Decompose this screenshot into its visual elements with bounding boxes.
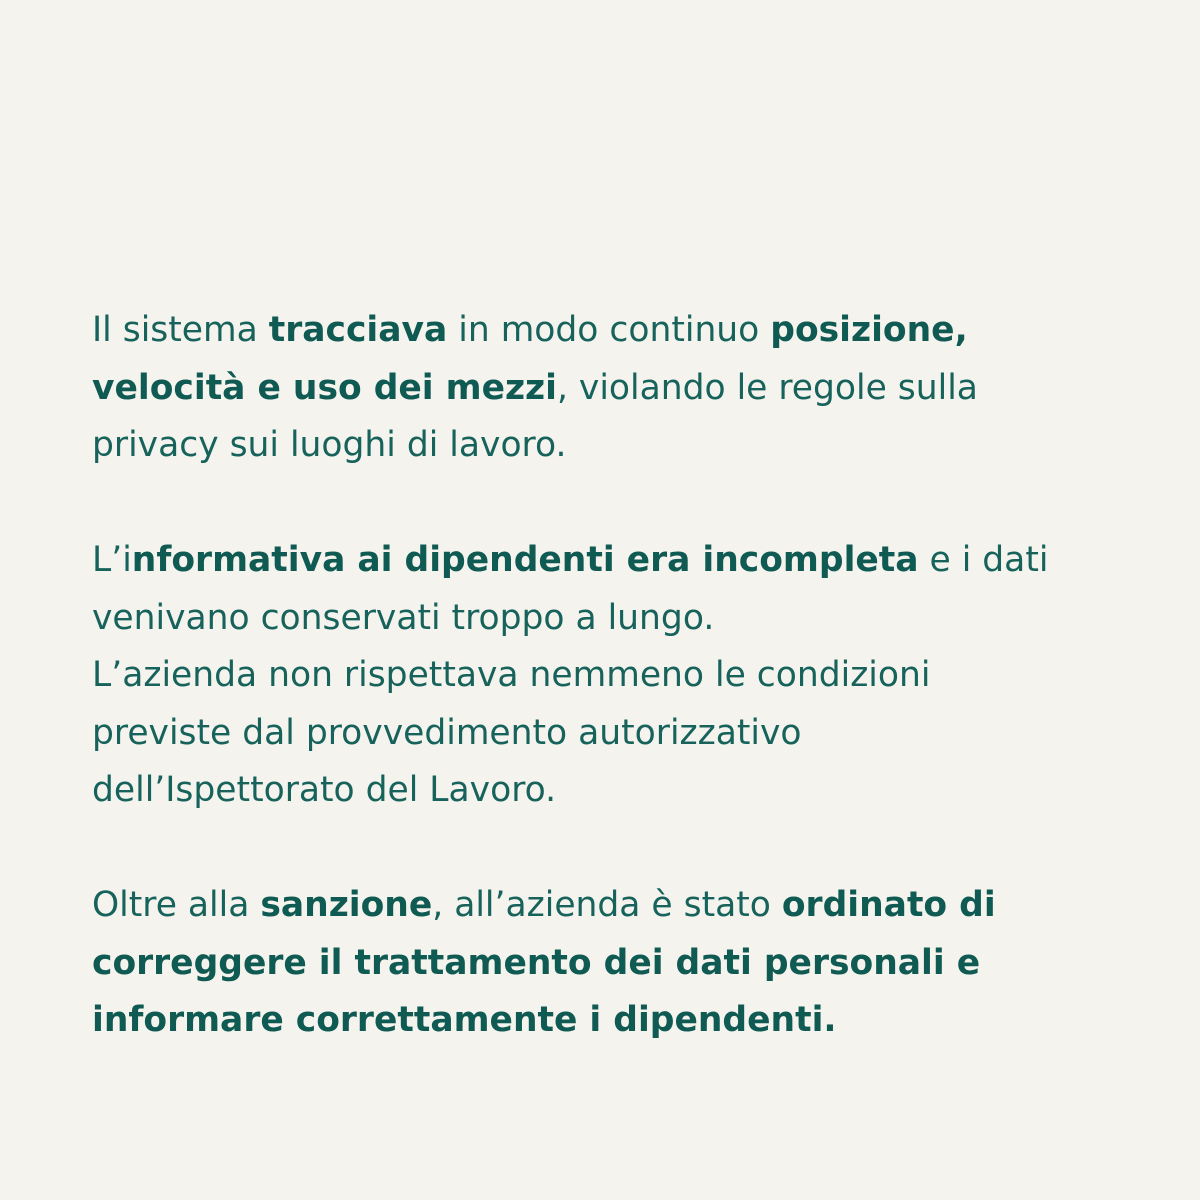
text-run: venivano conservati troppo a lungo.	[92, 597, 715, 638]
text-run: L’azienda non rispettava nemmeno le condizioni	[92, 655, 931, 695]
paragraph-sanction	[92, 877, 1122, 1050]
text-line	[92, 647, 1122, 705]
text-run: Il sistema	[92, 310, 269, 350]
text-run: Oltre alla	[92, 885, 261, 925]
text-line	[92, 302, 1122, 360]
text-line	[92, 762, 1122, 820]
text-run: L’i	[92, 540, 132, 580]
bold-text-run: correggere il trattamento dei dati personali e	[92, 942, 981, 983]
text-line	[92, 705, 1122, 763]
text-run: , all’azienda è stato	[432, 885, 782, 925]
body-text	[92, 302, 1122, 1050]
text-run: privacy sui luoghi di lavoro.	[92, 425, 567, 465]
text-run: e i dati	[918, 540, 1049, 580]
bold-text-run: sanzione	[260, 885, 433, 925]
bold-text-run: ordinato di	[781, 885, 996, 925]
text-run: in modo continuo	[447, 310, 771, 350]
text-run: dell’Ispettorato del Lavoro.	[92, 770, 557, 810]
text-line	[92, 935, 1122, 993]
text-line	[92, 992, 1122, 1050]
text-line	[92, 360, 1122, 418]
bold-text-run: tracciava	[268, 310, 448, 350]
text-run: , violando le regole sulla	[556, 367, 978, 408]
text-line	[92, 877, 1122, 935]
text-line	[92, 417, 1122, 475]
paragraph-tracking	[92, 302, 1122, 475]
text-run: previste dal provvedimento autorizzativo	[92, 712, 802, 753]
text-line	[92, 532, 1122, 590]
paragraph-information-notice	[92, 532, 1122, 820]
bold-text-run: informare correttamente i dipendenti.	[92, 1000, 837, 1040]
text-line	[92, 590, 1122, 648]
bold-text-run: velocità e uso dei mezzi	[92, 367, 557, 408]
bold-text-run: nformativa ai dipendenti era incompleta	[131, 540, 919, 580]
bold-text-run: posizione,	[770, 310, 968, 350]
